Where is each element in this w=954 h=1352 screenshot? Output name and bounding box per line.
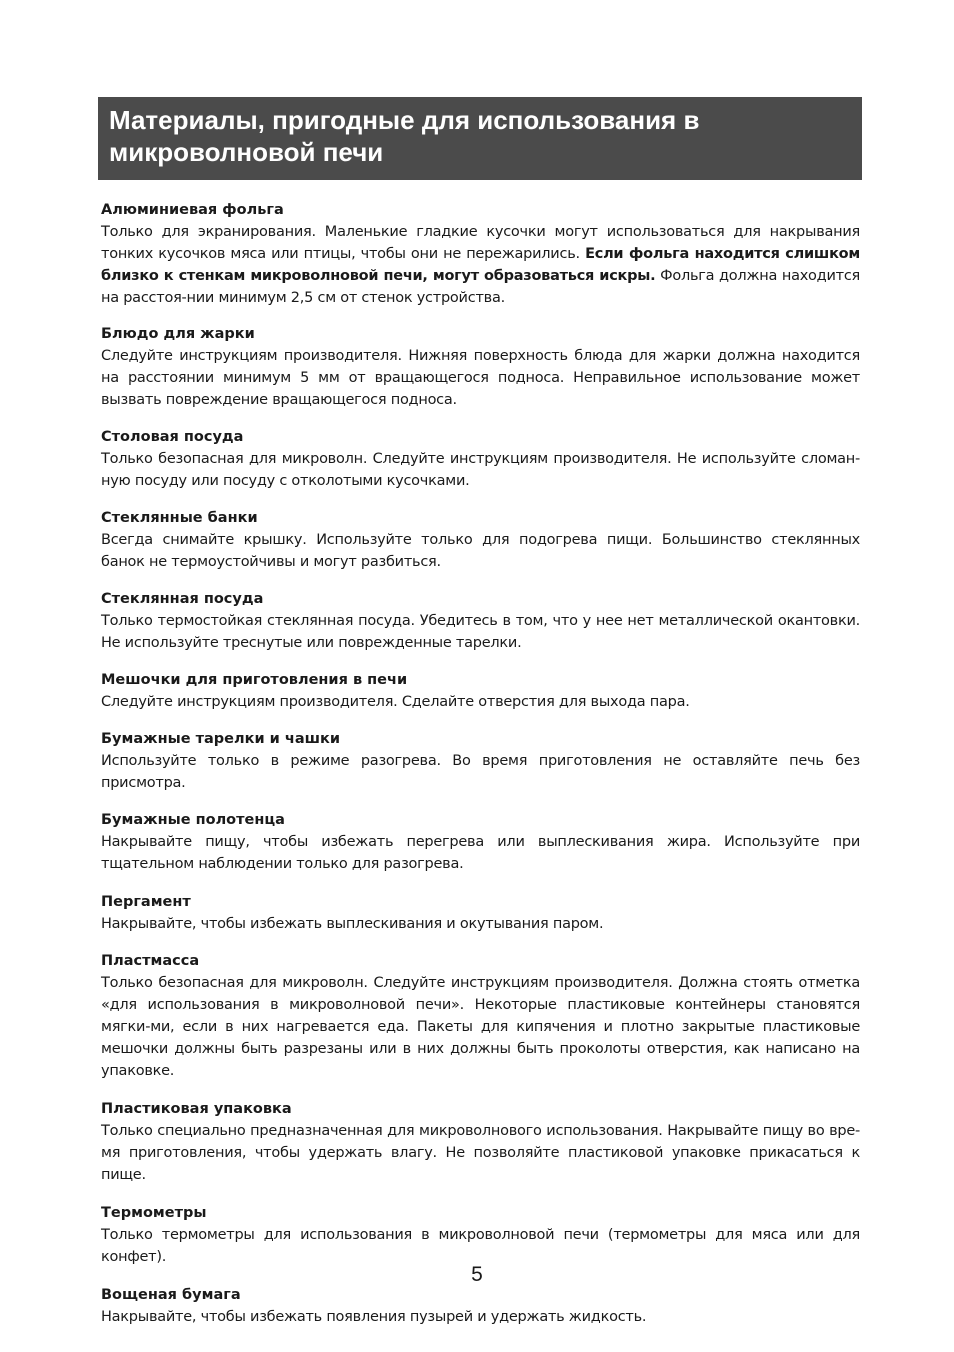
section-title-line-1: Материалы, пригодные для использования в: [109, 105, 700, 135]
material-title: Блюдо для жарки: [101, 326, 255, 342]
material-item-roasting-dish: [101, 323, 860, 411]
materials-list: [101, 199, 860, 1328]
material-description: Только безопасная для микроволн. Следуйте инструкциям производителя. Не используйте сломан-ную посуду или посуду с отколотыми кусочками.: [101, 451, 860, 489]
material-title: Вощеная бумага: [101, 1287, 241, 1303]
material-title: Алюминиевая фольга: [101, 202, 284, 218]
section-header: [98, 97, 862, 180]
material-description: Следуйте инструкциям производителя. Сделайте отверстия для выхода пара.: [101, 694, 690, 710]
material-item-paper-plates: [101, 728, 860, 794]
material-warning: Если фольга находится слишком близко к стенкам микроволновой печи, могут образоваться искры.: [101, 246, 860, 284]
material-description: Всегда снимайте крышку. Используйте только для подогрева пищи. Большинство стеклянных банок не термоустойчивы и могут разбиться.: [101, 532, 860, 570]
material-title: Пластмасса: [101, 953, 200, 969]
material-description: Накрывайте, чтобы избежать выплескивания и окутывания паром.: [101, 916, 604, 932]
material-description-part: Фольга должна находится на расстоя-нии минимум 2,5 см от стенок устройства.: [101, 268, 861, 306]
material-title: Пергамент: [101, 894, 191, 910]
material-item-glassware: [101, 588, 860, 654]
material-item-plastic-wrap: [101, 1098, 860, 1186]
page-number: 5: [471, 1263, 483, 1286]
material-description-part: Только для экранирования. Маленькие гладкие кусочки могут использоваться для накрывания тонких кусочков мяса или птицы, чтобы они не пережарились.: [101, 224, 860, 262]
material-description: [101, 221, 860, 309]
material-item-wax-paper: [101, 1284, 860, 1328]
material-description: Накрывайте, чтобы избежать появления пузырей и удержать жидкость.: [101, 1309, 647, 1325]
material-description: Только термостойкая стеклянная посуда. Убедитесь в том, что у нее нет металлической окантовки. Не используйте треснутые или поврежденные тарелки.: [101, 613, 860, 651]
material-title: Пластиковая упаковка: [101, 1101, 292, 1117]
material-description: Только термометры для использования в микроволновой печи (термометры для мяса или для конфет).: [101, 1227, 860, 1265]
material-item-aluminium-foil: [101, 199, 860, 309]
material-title: Мешочки для приготовления в печи: [101, 672, 408, 688]
section-title-line-2: микроволновой печи: [109, 137, 384, 167]
material-title: Столовая посуда: [101, 429, 244, 445]
material-title: Бумажные полотенца: [101, 812, 285, 828]
material-item-paper-towels: [101, 809, 860, 875]
material-item-oven-bags: [101, 669, 860, 713]
material-title: Стеклянные банки: [101, 510, 258, 526]
material-item-parchment: [101, 891, 860, 935]
material-description: Следуйте инструкциям производителя. Нижняя поверхность блюда для жарки должна находится на расстоянии минимум 5 мм от вращающегося подноса. Неправильное использование может вызвать повреждение вращающегося подноса.: [101, 348, 860, 408]
material-item-glass-jars: [101, 507, 860, 573]
section-title: [109, 104, 851, 168]
material-item-tableware: [101, 426, 860, 492]
material-title: Термометры: [101, 1205, 207, 1221]
material-title: Бумажные тарелки и чашки: [101, 731, 341, 747]
material-item-plastic: [101, 950, 860, 1082]
material-item-thermometers: [101, 1202, 860, 1268]
material-description: Только специально предназначенная для микроволнового использования. Накрывайте пищу во вре-мя приготовления, чтобы удержать влагу. Не позволяйте пластиковой упаковке прикасаться к пище.: [101, 1123, 860, 1183]
material-description: Накрывайте пищу, чтобы избежать перегрева или выплескивания жира. Используйте при тщательном наблюдении только для разогрева.: [101, 834, 860, 872]
material-description: Только безопасная для микроволн. Следуйте инструкциям производителя. Должна стоять отметка «для использования в микроволновой печи». Некоторые пластиковые контейнеры становятся мягки-ми, если в них нагревается еда. Пакеты для кипячения и плотно закрытые пластиковые мешочки должны быть разрезаны или в них должны быть проколоты отверстия, как написано на упаковке.: [101, 975, 860, 1079]
material-description: Используйте только в режиме разогрева. Во время приготовления не оставляйте печь без присмотра.: [101, 753, 860, 791]
material-title: Стеклянная посуда: [101, 591, 264, 607]
